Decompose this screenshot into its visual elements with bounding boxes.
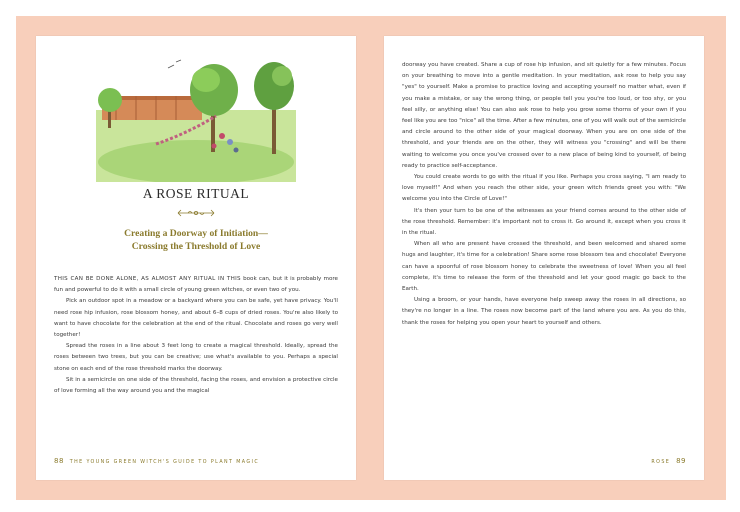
subtitle-line-1: Creating a Doorway of Initiation—: [124, 228, 268, 239]
left-folio: [54, 457, 259, 465]
paragraph: doorway you have created. Share a cup of rose hip infusion, and sit quietly for a few minutes. Focus on your breathing to move into a gentle meditation. In your meditation, ask rose to help you say "yes" to yourself. Make a promise to practice loving and accepting yourself no matter what, even if you make a mistake, or say the wrong thing, or people tell you you're too loud, or too shy, or you feel silly, or anything else! You can also ask rose to help you grow some thorns of your own if you feel like you are too "nice" all the time. After a few minutes, one of you will walk out of the semicircle and circle around to the other side of your magical doorway. When you are on one side of the threshold, and your friends are on the other, they will witness you "crossing" and will be there waiting to welcome you once you've crossed over to a new place of being kind to yourself, of being ready to practice self-acceptance.: [402, 62, 686, 169]
right-body-text: [402, 60, 686, 329]
leaf-vine-ornament-icon: [176, 208, 216, 218]
left-body-text: [54, 274, 338, 397]
paragraph: Sit in a semicircle on one side of the threshold, facing the roses, and envision a protective circle of love forming all the way around you and the magical: [54, 376, 338, 395]
left-page: [36, 36, 356, 480]
paragraph: When all who are present have crossed the threshold, and been welcomed and shared some hugs and laughter, it's time for a celebration! Share some rose blossom tea and chocolate! Everyone can have a spoonful of rose blossom honey to celebrate the sweetness of love! When you all feel complete, it's time to release the form of the threshold and let your good magic go back to the Earth.: [402, 241, 686, 293]
paragraph: Spread the roses in a line about 3 feet long to create a magical threshold. Ideally, spread the roses between two trees, but you can be creative; use what's available to you. Perhaps a special stone on each end of the rose threshold marks the doorway.: [54, 343, 338, 372]
page-title: A ROSE RITUAL: [142, 186, 250, 201]
paragraph: Pick an outdoor spot in a meadow or a backyard where you can be safe, yet have privacy. You'll need rose hip infusion, rose blossom honey, and about 6–8 cups of dried roses. You're also likely to want to have chocolate for the celebration at the end of the ritual. Chocolate and roses go very well together!: [54, 298, 338, 339]
paragraph: It's then your turn to be one of the witnesses as your friend comes around to the other side of the rose threshold. Remember: it's important not to cross it. Go around it, except when you cross it in the ritual.: [402, 207, 686, 237]
lead-in-caps: THIS CAN BE DONE ALONE, AS ALMOST ANY RITUAL IN THIS: [54, 276, 241, 282]
garden-rose-ritual-illustration-icon: [96, 50, 296, 182]
page-number: 89: [676, 457, 686, 465]
subtitle-line-2: Crossing the Threshold of Love: [131, 241, 261, 252]
right-folio: [651, 457, 686, 465]
paragraph-text: book can, but it is probably more fun and powerful to do it with a small circle of young green witches, or even two of you.: [54, 276, 338, 294]
right-page: [384, 36, 704, 480]
paragraph: [54, 274, 338, 296]
paragraph: You could create words to go with the ritual if you like. Perhaps you cross saying, "I am ready to love myself!" And when you reach the other side, your green witch friends greet you with: "We welcome you into the Circle of Love!": [402, 174, 686, 203]
paragraph: Using a broom, or your hands, have everyone help sweep away the roses in all directions, so they're no longer in a line. The roses now become part of the land where you are. As you do this, thank the roses for helping you open your heart to yourself and others.: [402, 297, 686, 326]
page-spread-frame: [16, 16, 726, 500]
section-subtitle: [36, 227, 356, 253]
page-number: 88: [54, 457, 64, 465]
running-head: ROSE: [651, 460, 671, 465]
running-head: THE YOUNG GREEN WITCH'S GUIDE TO PLANT MAGIC: [69, 460, 260, 465]
